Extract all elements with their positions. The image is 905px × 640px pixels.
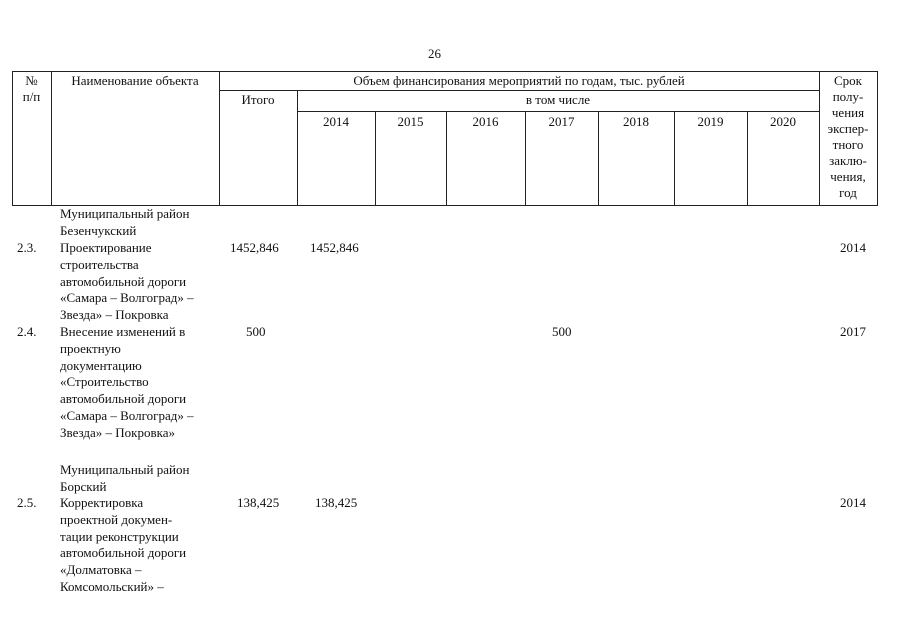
header-year-2014: 2014 <box>323 114 349 129</box>
header-year-2020: 2020 <box>770 114 796 129</box>
row-deadline: 2017 <box>840 324 866 339</box>
row-name: Внесение изменений в проектную документацию «Строительство автомобильной дороги «Самара – Волгоград» – Звезда» – Покровка» <box>60 324 194 440</box>
header-name: Наименование объекта <box>71 73 199 88</box>
header-year-2016: 2016 <box>472 114 499 129</box>
row-num: 2.4. <box>17 324 37 339</box>
header-num: № <box>25 73 38 88</box>
row-district: Муниципальный район Борский <box>60 462 190 494</box>
row-total: 1452,846 <box>230 240 279 255</box>
header-num-sub: п/п <box>22 89 41 104</box>
header-total: Итого <box>241 92 275 107</box>
row-total: 138,425 <box>237 495 280 510</box>
header-including: в том числе <box>525 92 591 107</box>
header-year-2017: 2017 <box>548 114 575 129</box>
row-num: 2.5. <box>17 495 37 510</box>
row-name: Проектирование строительства автомобильной дороги «Самара – Волгоград» – Звезда» – Покровка <box>60 240 194 323</box>
header-financing: Объем финансирования мероприятий по годам, тыс. рублей <box>353 73 685 88</box>
row-total: 500 <box>246 324 266 339</box>
header-year-2018: 2018 <box>623 114 649 129</box>
row-deadline: 2014 <box>840 495 866 510</box>
page-number: 26 <box>428 46 441 61</box>
header-year-2019: 2019 <box>697 114 724 129</box>
row-deadline: 2014 <box>840 240 866 255</box>
row-2017: 500 <box>552 324 572 339</box>
row-district: Муниципальный район Безенчукский <box>60 206 190 238</box>
row-2014: 1452,846 <box>310 240 359 255</box>
row-num: 2.3. <box>17 240 37 255</box>
row-name: Корректировка проектной докумен- тации реконструкции автомобильной дороги «Долматовка – Комсомольский» – <box>60 495 187 594</box>
header-year-2015: 2015 <box>397 114 424 129</box>
row-2014: 138,425 <box>315 495 358 510</box>
